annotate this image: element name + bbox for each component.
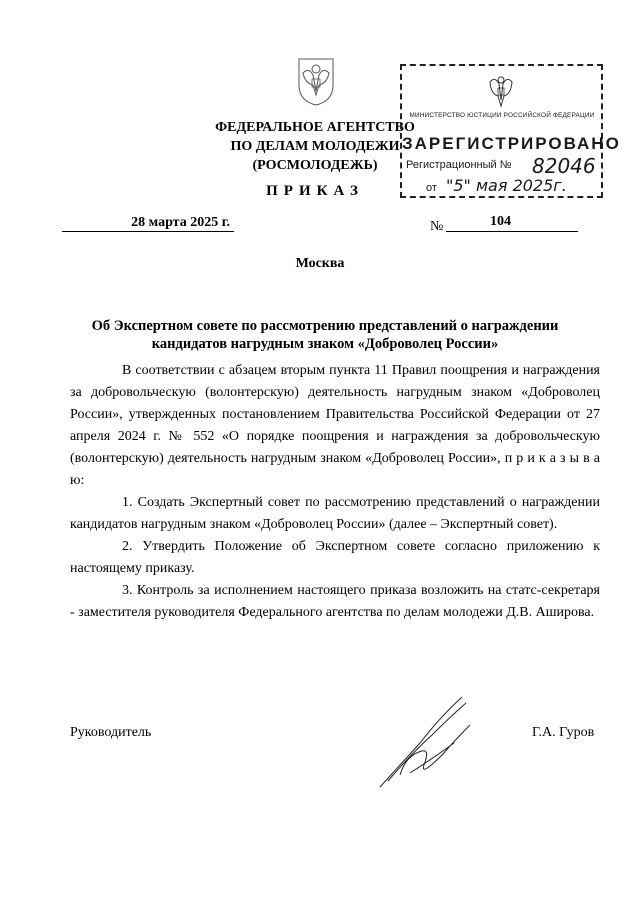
order-number: 104 <box>490 214 511 229</box>
stamp-from-label: от <box>426 182 437 194</box>
number-label: № <box>430 219 444 234</box>
subject-line-2: кандидатов нагрудным знаком «Доброволец России» <box>151 336 499 352</box>
organization-name <box>215 118 415 175</box>
body-paragraph-item-3: 3. Контроль за исполнением настоящего приказа возложить на статс-секретаря - заместителя руководителя Федерального агентства по делам молодежи Д.В. Аширова. <box>70 583 600 620</box>
org-line-2: ПО ДЕЛАМ МОЛОДЕЖИ <box>230 139 400 154</box>
body-paragraph-preamble: В соответствии с абзацем вторым пункта 11 Правил поощрения и награждения за добровольческую (волонтерскую) деятельность нагрудным знаком «Доброволец России», утвержденных постановлением Правительства Российской Федерации от 27 апреля 2024 г. № 552 «О порядке поощрения и награждения за добровольческую (волонтерскую) деятельность нагрудным знаком «Доброволец России», п р и к а з ы в а ю: <box>70 363 600 488</box>
order-subject <box>90 317 560 353</box>
city: Москва <box>295 256 345 271</box>
org-line-1: ФЕДЕРАЛЬНОЕ АГЕНТСТВО <box>215 120 415 135</box>
signatory-name: Г.А. Гуров <box>532 725 595 740</box>
stamp-reg-label: Регистрационный № <box>406 159 512 171</box>
handwritten-signature <box>370 695 490 795</box>
stamp-emblem-icon <box>484 74 518 112</box>
document-type: ПРИКАЗ <box>266 183 364 199</box>
body-paragraph-item-2: 2. Утвердить Положение об Экспертном совете согласно приложению к настоящему приказу. <box>70 539 600 576</box>
subject-line-1: Об Экспертном совете по рассмотрению представлений о награждении <box>91 318 559 334</box>
registration-stamp <box>400 64 621 198</box>
order-body <box>70 360 600 624</box>
body-paragraph-item-1: 1. Создать Экспертный совет по рассмотрению представлений о награждении кандидатов нагрудным знаком «Доброволец России» (далее – Экспертный совет). <box>70 495 600 532</box>
stamp-ministry: МИНИСТЕРСТВО ЮСТИЦИИ РОССИЙСКОЙ ФЕДЕРАЦИИ <box>409 112 595 119</box>
stamp-registered: ЗАРЕГИСТРИРОВАНО <box>402 134 621 153</box>
stamp-reg-number: 82046 <box>532 154 596 178</box>
russian-coat-of-arms-icon <box>293 55 339 107</box>
org-line-3: (РОСМОЛОДЕЖЬ) <box>252 158 378 173</box>
order-date: 28 марта 2025 г. <box>62 215 234 232</box>
number-underline <box>446 231 578 232</box>
signatory-position: Руководитель <box>70 725 152 740</box>
stamp-reg-date: "5" мая 2025г. <box>446 176 567 195</box>
